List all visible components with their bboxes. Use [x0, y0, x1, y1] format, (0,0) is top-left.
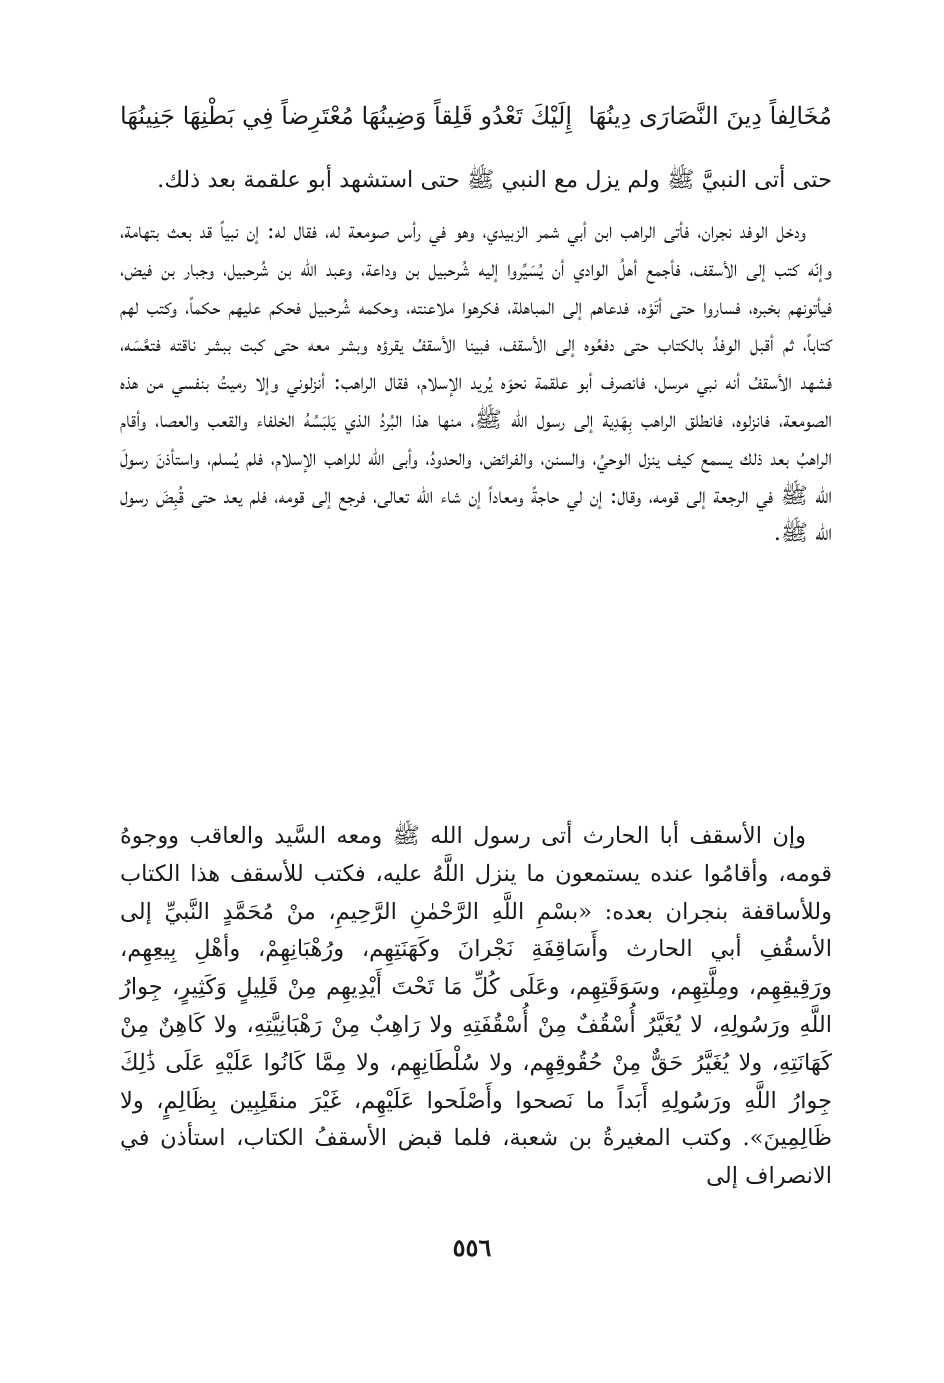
page-number: ٥٥٦ — [452, 1233, 492, 1262]
line-after-verse: حتى أتى النبيَّ ﷺ ولم يزل مع النبي ﷺ حتى استشهد أبو علقمة بعد ذلك. — [157, 167, 832, 193]
poem-verse — [120, 96, 832, 136]
verse-hemistich-2: مُخَالِفاً دِينَ النَّصَارَى دِينُهَا — [588, 102, 832, 130]
verse-hemistich-1: إِلَيْكَ تَعْدُو قَلِقاً وَضِينُهَا مُعْتَرِضاً فِي بَطْنِهَا جَنِينُهَا — [120, 102, 573, 130]
paragraph-1: ودخل الوفد نجران، فأتى الراهب ابن أبي شمر الزبيدي، وهو في رأس صومعة له، فقال له: إن نبياً قد بعث بتهامة، وإنّه كتب إلى الأسقف، فأجمع أهلُ الوادي أن يُسَيِّروا إليه شُرحبيل بن وداعة، وعبد الله بن شُرحبيل، وجبار بن فيض، فيأتونهم بخبره، فساروا حتى أتَوْه، فدعاهم إلى المباهلة، فكرهوا ملاعنته، وحكمه شُرحبيل فحكم عليهم حكماً، وكتب لهم كتاباً، ثم أقبل الوفدُ بالكتاب حتى دفعُوه إلى الأسقف، فبينا الأسقفُ يقرؤه وبشر معه حتى كبت ببشر ناقته فتعَّسَه، فشهد الأسقفُ أنه نبي مرسل، فانصرف أبو علقمة نحوَه يُريد الإسلام، فقال الراهب: أنزلوني وإلا رميتُ بنفسي من هذه الصومعة، فانزلوه، فانطلق الراهب بِهَدِية إلى رسول الله ﷺ، منها هذا البُردُ الذي يَلبَسُهُ الخلفاء والقعب والعصا، وأقام الراهبُ بعد ذلك يسمع كيف ينزل الوحيُ، والسنن، والفرائض، والحدودُ، وأبى الله للراهب الإسلام، فلم يُسلم، واستأذنَ رسولَ الله ﷺ في الرجعة إلى قومه، وقال: إن لي حاجةً ومعاداً إن شاء الله تعالى، فرجع إلى قومه، فلم يعد حتى قُبِضَ رسول الله ﷺ. — [120, 218, 832, 547]
paragraph-2: وإن الأسقف أبا الحارث أتى رسول الله ﷺ ومعه السَّيد والعاقب ووجوهُ قومه، وأقامُوا عنده يستمعون ما ينزل اللَّهُ عليه، فكتب للأسقف هذا الكتاب وللأساقفة بنجران بعده: «بسْمِ اللَّهِ الرَّحْمٰنِ الرَّحِيمِ، منْ مُحَمَّدٍ النَّبيِّ إلى الأسقُفِ أبي الحارث وأَسَاقِفَةِ نَجْرانَ وكَهَنَتِهِم، ورُهْبَانِهِمْ، وأهْلِ بِيعِهِم، ورَقِيقِهِم، ومِلَّتِهِم، وسَوَقَتِهِم، وعَلَى كُلِّ مَا تَحْتَ أَيْدِيهِم مِنْ قَلِيلٍ وَكَثِيرٍ، جِوارُ اللَّهِ ورَسُولِهِ، لا يُغَيَّرُ أُسْقُفٌ مِنْ أُسْقُفَتِهِ ولا رَاهِبٌ مِنْ رَهْبَانِيَّتِهِ، ولا كَاهِنٌ مِنْ كَهَانَتِهِ، ولا يُغَيَّرُ حَقٌّ مِنْ حُقُوقِهِم، ولا سُلْطَانِهِم، ولا مِمَّا كَانُوا عَلَيْهِ عَلَى ذَٰلِكَ جِوارُ اللَّهِ ورَسُولِهِ أَبَداً ما نَصحوا وأَصْلَحوا عَلَيْهِم، غَيْرَ منقَلِبِين بِظَالِمٍ، ولا ظَالِمِينَ». وكتب المغيرةُ بن شعبة، فلما قبض الأسقفُ الكتاب، استأذن في الانصراف إلى — [120, 823, 832, 1190]
